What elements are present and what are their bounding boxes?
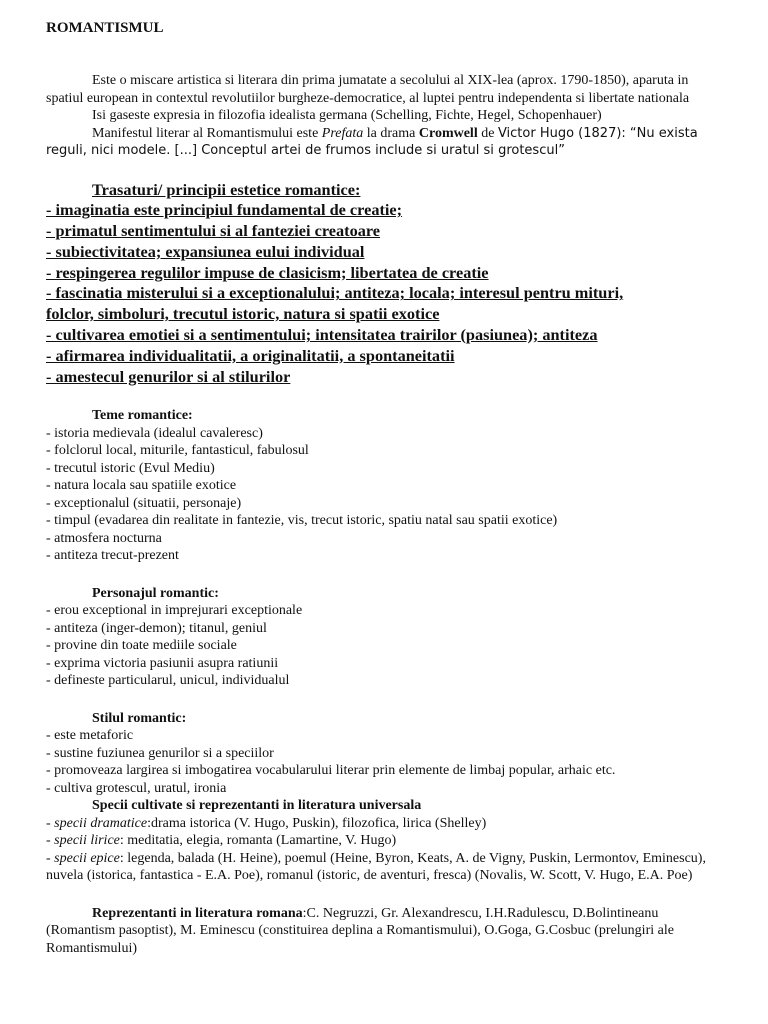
trait-item: - primatul sentimentului si al fanteziei creatoare <box>46 221 381 241</box>
teme-item: - timpul (evadarea din realitate in fantezie, vis, trecut istoric, spatiu natal sau spatii exotice) <box>46 513 558 529</box>
manifest-text: Manifestul literar al Romantismului este <box>92 125 322 141</box>
teme-item: - trecutul istoric (Evul Mediu) <box>46 460 215 476</box>
intro-section <box>46 72 726 160</box>
specii-lirice-label: specii lirice <box>54 833 120 849</box>
teme-item: - folclorul local, miturile, fantasticul, fabulosul <box>46 443 309 459</box>
stil-heading: Stilul romantic: <box>92 710 187 726</box>
trait-item: - amestecul genurilor si al stilurilor <box>46 366 291 386</box>
specii-lirice-text: : meditatia, elegia, romanta (Lamartine, V. Hugo) <box>119 833 397 849</box>
specii-epice-label: specii epice <box>54 850 120 866</box>
grotescul-word: grotescul <box>498 143 559 158</box>
trait-item: - subiectivitatea; expansiunea eului individual <box>46 241 365 261</box>
stil-item: - cultiva grotescul, uratul, ironia <box>46 780 227 796</box>
specii-heading: Specii cultivate si reprezentanti in literatura universala <box>92 798 422 814</box>
document-title: ROMANTISMUL <box>46 20 164 36</box>
stil-section <box>46 710 726 798</box>
personaj-heading: Personajul romantic: <box>92 585 219 601</box>
cromwell-title: Cromwell <box>418 125 478 141</box>
personaj-item: - provine din toate mediile sociale <box>46 638 237 654</box>
trait-item: - respingerea regulilor impuse de clasicism; libertatea de creatie <box>46 262 489 282</box>
stil-item: - promoveaza largirea si imbogatirea vocabularului literar prin elemente de limbaj popular, arhaic etc. <box>46 763 616 779</box>
personaj-item: - erou exceptional in imprejurari exceptionale <box>46 603 303 619</box>
specii-dramatice-label: specii dramatice <box>54 815 148 831</box>
romana-paragraph <box>46 905 726 958</box>
specii-section <box>46 797 726 885</box>
teme-heading: Teme romantice: <box>92 408 193 424</box>
manifest-text-2: la drama <box>363 125 419 141</box>
teme-item: - natura locala sau spatiile exotice <box>46 478 237 494</box>
trait-item: - fascinatia misterului si a exceptionalului; antiteza; locala; interesul pentru mituri, <box>46 283 624 303</box>
specii-dramatice: - specii dramatice:drama istorica (V. Hugo, Puskin), filozofica, lirica (Shelley) <box>46 815 487 831</box>
specii-epice-text: : legenda, balada (H. Heine), poemul (Heine, Byron, Keats, A. de Vigny, Puskin, Lermontov, Eminescu), nuvela (istorica, fantastica - E.A. Poe), romanul (istoric, de aventuri, fresca) (Novalis, W. Scott, V. Hugo, E.A. Poe) <box>46 850 706 884</box>
intro-paragraph-3 <box>46 125 726 160</box>
teme-item: - antiteza trecut-prezent <box>46 548 179 564</box>
teme-item: - exceptionalul (situatii, personaje) <box>46 495 242 511</box>
trait-item: - cultivarea emotiei si a sentimentului; intensitatea trairilor (pasiunea); antiteza <box>46 325 598 345</box>
romana-section <box>46 905 726 958</box>
trait-item: - imaginatia este principiul fundamental de creatie; <box>46 200 403 220</box>
personaj-item: - antiteza (inger-demon); titanul, geniul <box>46 620 267 636</box>
prefata-title: Prefata <box>321 125 364 141</box>
teme-item: - istoria medievala (idealul cavaleresc) <box>46 425 263 441</box>
romana-label: Reprezentanti in literatura romana <box>92 905 303 921</box>
stil-item: - sustine fuziunea genurilor si a speciilor <box>46 745 274 761</box>
manifest-text-3: de <box>477 125 498 141</box>
personaj-item: - exprima victoria pasiunii asupra ratiunii <box>46 655 279 671</box>
intro-paragraph-1: Este o miscare artistica si literara din prima jumatate a secolului al XIX-lea (aprox. 1790-1850), aparuta in spatiul european in contextul revolutiilor burgheze-democratice, al luptei pentru independenta si libertate nationala <box>46 73 690 106</box>
trait-item: - afirmarea individualitatii, a originalitatii, a spontaneitatii <box>46 345 455 365</box>
traits-heading: Trasaturi/ principii estetice romantice: <box>92 179 361 199</box>
specii-lirice: - specii lirice: meditatia, elegia, romanta (Lamartine, V. Hugo) <box>46 833 397 849</box>
hugo-quote: Victor Hugo (1827): “Nu exista reguli, nici modele. [...] Conceptul artei de frumos include si uratul si <box>46 125 698 158</box>
quote-close: ” <box>558 143 565 158</box>
teme-item: - atmosfera nocturna <box>46 530 162 546</box>
stil-item: - este metaforic <box>46 728 134 744</box>
traits-section <box>46 180 726 388</box>
teme-section <box>46 407 726 565</box>
personaj-section <box>46 585 726 690</box>
intro-paragraph-2: Isi gaseste expresia in filozofia idealista germana (Schelling, Fichte, Hegel, Schopenhauer) <box>92 108 602 123</box>
trait-item: folclor, simboluri, trecutul istoric, natura si spatii exotice <box>46 304 440 324</box>
romana-text: :C. Negruzzi, Gr. Alexandrescu, I.H.Radulescu, D.Bolintineanu (Romantism pasoptist), M. Eminescu (constituirea deplina a Romantismului), O.Goga, G.Cosbuc (prelungiri ale Romantismului) <box>46 905 674 956</box>
specii-dramatice-text: :drama istorica (V. Hugo, Puskin), filozofica, lirica (Shelley) <box>147 815 487 831</box>
document-page <box>46 20 726 957</box>
personaj-item: - defineste particularul, unicul, individualul <box>46 673 290 689</box>
specii-epice: - specii epice: legenda, balada (H. Heine), poemul (Heine, Byron, Keats, A. de Vigny, Puskin, Lermontov, Eminescu), nuvela (istorica, fantastica - E.A. Poe), romanul (istoric, de aventuri, fresca) (Novalis, W. Scott, V. Hugo, E.A. Poe) <box>46 850 706 884</box>
